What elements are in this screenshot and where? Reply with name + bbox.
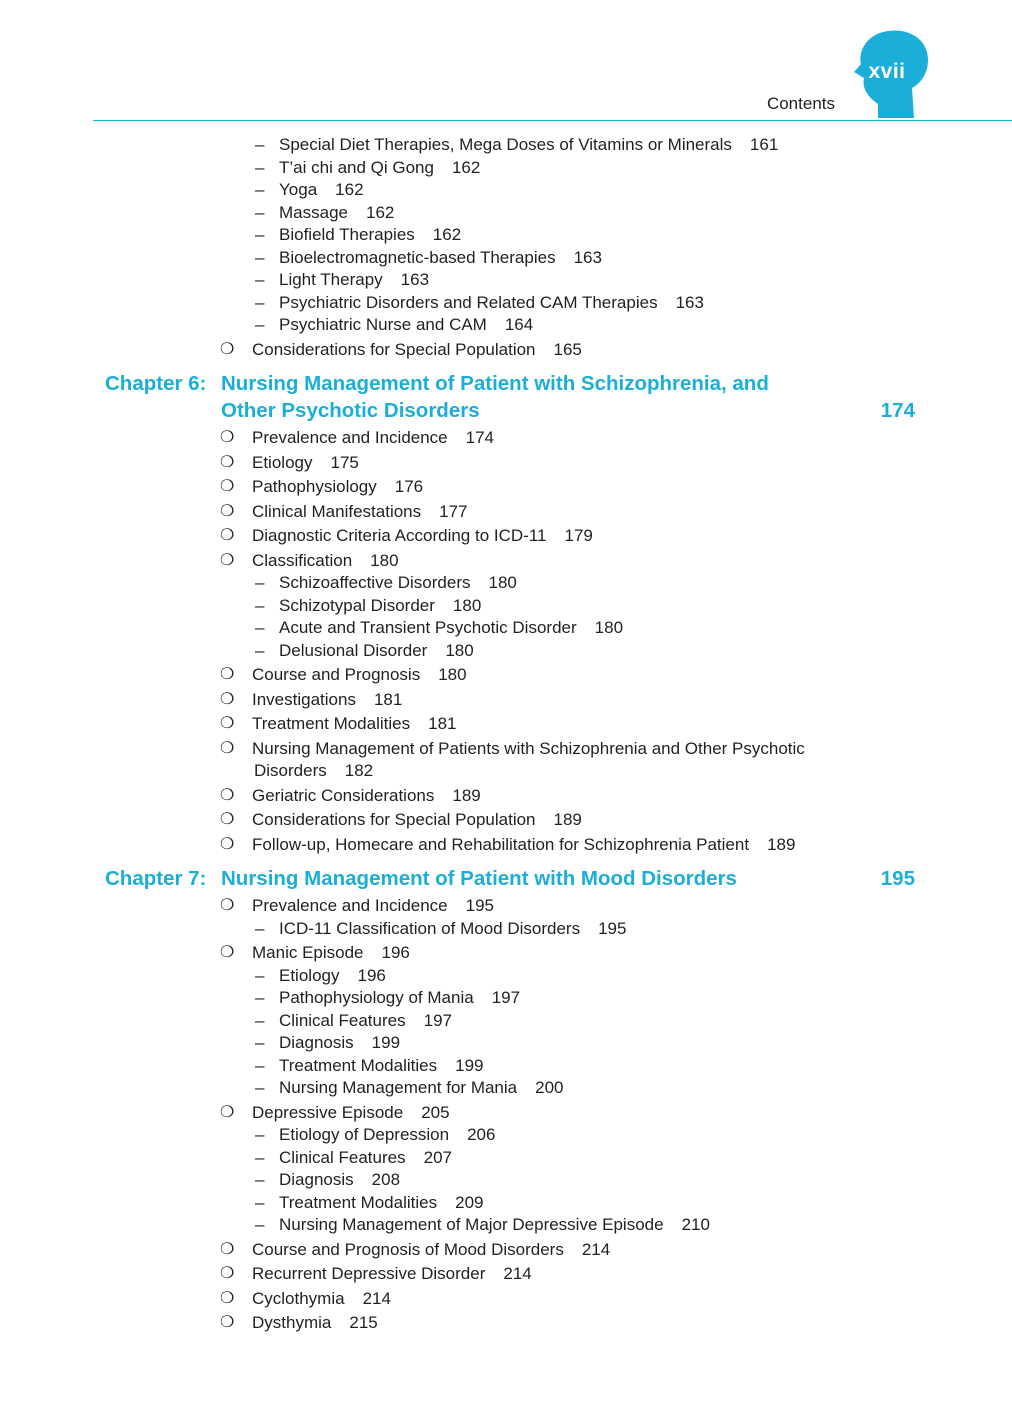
circle-bullet-icon: ❍ bbox=[220, 453, 235, 471]
chapter-number: Chapter 6: bbox=[105, 372, 207, 395]
entry-title: Investigations bbox=[252, 689, 356, 709]
entry-title: Geriatric Considerations bbox=[252, 785, 435, 805]
toc-entry[interactable] bbox=[0, 1239, 1012, 1262]
entry-title: Prevalence and Incidence bbox=[252, 896, 448, 915]
dash-bullet-icon: – bbox=[255, 225, 265, 244]
toc-entry[interactable] bbox=[0, 501, 1012, 524]
dash-bullet-icon: – bbox=[255, 180, 265, 199]
toc-entry[interactable] bbox=[0, 1263, 1012, 1286]
entry-page-number: 196 bbox=[381, 943, 410, 962]
toc-entry[interactable] bbox=[0, 1288, 1012, 1311]
toc-subentry[interactable] bbox=[0, 1214, 1012, 1237]
toc-subentry[interactable] bbox=[0, 202, 1012, 225]
header-rule bbox=[93, 120, 1012, 121]
toc-entry[interactable] bbox=[0, 476, 1012, 499]
toc-subentry[interactable] bbox=[0, 1032, 1012, 1055]
toc-subentry[interactable] bbox=[0, 1055, 1012, 1078]
running-head: Contents bbox=[766, 94, 835, 113]
toc-entry[interactable] bbox=[0, 713, 1012, 736]
toc-subentry[interactable] bbox=[0, 572, 1012, 595]
entry-title: Light Therapy bbox=[279, 270, 383, 289]
chapter-heading[interactable] bbox=[0, 370, 1012, 424]
entry-page-number: 162 bbox=[451, 157, 481, 177]
entry-page-number: 177 bbox=[439, 501, 468, 521]
entry-page-number: 180 bbox=[370, 550, 399, 570]
circle-bullet-icon: ❍ bbox=[220, 429, 235, 446]
dash-bullet-icon: – bbox=[255, 202, 265, 222]
entry-title: Diagnostic Criteria According to ICD-11 bbox=[252, 526, 547, 545]
toc-subentry[interactable] bbox=[0, 247, 1012, 270]
entry-page-number: 180 bbox=[594, 618, 624, 637]
entry-title: Diagnosis bbox=[279, 1033, 354, 1052]
entry-title: Clinical Features bbox=[279, 1010, 406, 1030]
entry-page-number: 208 bbox=[371, 1170, 401, 1189]
toc-subentry[interactable] bbox=[0, 157, 1012, 180]
entry-page-number: 180 bbox=[488, 573, 517, 592]
entry-page-number: 214 bbox=[503, 1264, 532, 1283]
toc-subentry[interactable] bbox=[0, 224, 1012, 247]
entry-page-number: 180 bbox=[445, 640, 474, 660]
entry-page-number: 215 bbox=[349, 1313, 378, 1332]
dash-bullet-icon: – bbox=[255, 1215, 265, 1234]
entry-page-number: 209 bbox=[455, 1192, 484, 1212]
toc-entry[interactable] bbox=[0, 1102, 1012, 1125]
circle-bullet-icon: ❍ bbox=[220, 666, 235, 683]
dash-bullet-icon: – bbox=[255, 640, 265, 660]
toc-subentry[interactable] bbox=[0, 1147, 1012, 1170]
circle-bullet-icon: ❍ bbox=[220, 944, 235, 961]
toc-subentry[interactable] bbox=[0, 595, 1012, 618]
dash-bullet-icon: – bbox=[255, 1055, 265, 1075]
toc-subentry[interactable] bbox=[0, 1169, 1012, 1192]
entry-page-number: 175 bbox=[330, 452, 359, 472]
entry-page-number: 165 bbox=[553, 339, 582, 359]
entry-title: Treatment Modalities bbox=[279, 1055, 438, 1075]
circle-bullet-icon: ❍ bbox=[220, 835, 235, 853]
chapter-title: Nursing Management of Patient with Mood Disorders bbox=[221, 867, 737, 890]
dash-bullet-icon: – bbox=[255, 1125, 265, 1144]
toc-subentry[interactable] bbox=[0, 1124, 1012, 1147]
entry-title: Considerations for Special Population bbox=[252, 339, 536, 359]
circle-bullet-icon: ❍ bbox=[220, 1240, 235, 1258]
dash-bullet-icon: – bbox=[255, 1147, 265, 1167]
entry-title: Nursing Management of Major Depressive Episode bbox=[279, 1215, 664, 1234]
entry-page-number: 164 bbox=[504, 315, 534, 334]
entry-title: Special Diet Therapies, Mega Doses of Vitamins or Minerals bbox=[279, 135, 732, 154]
entry-page-number: 214 bbox=[581, 1239, 611, 1259]
dash-bullet-icon: – bbox=[255, 988, 265, 1007]
entry-page-number: 182 bbox=[344, 761, 374, 780]
toc-subentry[interactable] bbox=[0, 314, 1012, 337]
toc-entry[interactable] bbox=[0, 1312, 1012, 1335]
circle-bullet-icon: ❍ bbox=[220, 715, 235, 732]
toc-subentry[interactable] bbox=[0, 987, 1012, 1010]
toc-subentry[interactable] bbox=[0, 1010, 1012, 1033]
entry-title: Course and Prognosis bbox=[252, 665, 421, 684]
entry-page-number: 197 bbox=[423, 1010, 452, 1030]
entry-page-number: 206 bbox=[467, 1125, 496, 1144]
circle-bullet-icon: ❍ bbox=[220, 340, 235, 358]
entry-title: Psychiatric Nurse and CAM bbox=[279, 315, 487, 334]
dash-bullet-icon: – bbox=[255, 1010, 265, 1030]
entry-title: Cyclothymia bbox=[252, 1288, 345, 1308]
toc-entry[interactable] bbox=[0, 760, 1012, 783]
entry-title: Treatment Modalities bbox=[279, 1192, 438, 1212]
toc-subentry[interactable] bbox=[0, 918, 1012, 941]
entry-title: Treatment Modalities bbox=[252, 714, 411, 733]
toc-entry[interactable] bbox=[0, 738, 1012, 761]
chapter-heading[interactable] bbox=[0, 865, 1012, 892]
toc-entry[interactable] bbox=[0, 942, 1012, 965]
entry-page-number: 181 bbox=[428, 714, 457, 733]
entry-title: Course and Prognosis of Mood Disorders bbox=[252, 1239, 564, 1259]
entry-title: Nursing Management of Patients with Schizophrenia and Other Psychotic bbox=[252, 738, 805, 758]
entry-title: T’ai chi and Qi Gong bbox=[279, 157, 434, 177]
entry-title: Biofield Therapies bbox=[279, 225, 415, 244]
circle-bullet-icon: ❍ bbox=[220, 1289, 235, 1307]
entry-page-number: 162 bbox=[335, 180, 364, 199]
entry-title: Diagnosis bbox=[279, 1170, 354, 1189]
circle-bullet-icon: ❍ bbox=[220, 811, 235, 828]
dash-bullet-icon: – bbox=[255, 247, 265, 267]
entry-page-number: 163 bbox=[400, 270, 430, 289]
entry-page-number: 163 bbox=[573, 247, 602, 267]
entry-page-number: 195 bbox=[598, 918, 627, 938]
entry-title: Nursing Management for Mania bbox=[279, 1078, 518, 1097]
entry-page-number: 196 bbox=[357, 965, 386, 985]
entry-page-number: 176 bbox=[394, 477, 424, 496]
dash-bullet-icon: – bbox=[255, 292, 265, 312]
entry-page-number: 195 bbox=[465, 896, 495, 915]
table-of-contents bbox=[0, 134, 1012, 1335]
toc-entry[interactable] bbox=[0, 834, 1012, 857]
toc-entry[interactable] bbox=[0, 427, 1012, 450]
entry-title: ICD-11 Classification of Mood Disorders bbox=[279, 918, 581, 938]
toc-subentry[interactable] bbox=[0, 179, 1012, 202]
entry-title: Pathophysiology bbox=[252, 477, 377, 496]
entry-title: Classification bbox=[252, 550, 353, 570]
entry-title: Pathophysiology of Mania bbox=[279, 988, 474, 1007]
entry-title: Massage bbox=[279, 202, 348, 222]
entry-page-number: 197 bbox=[491, 988, 521, 1007]
toc-entry[interactable] bbox=[0, 689, 1012, 712]
entry-page-number: 207 bbox=[423, 1147, 452, 1167]
entry-title: Clinical Features bbox=[279, 1147, 406, 1167]
entry-title: Dysthymia bbox=[252, 1313, 332, 1332]
toc-subentry[interactable] bbox=[0, 1077, 1012, 1100]
dash-bullet-icon: – bbox=[255, 1078, 265, 1097]
entry-page-number: 214 bbox=[362, 1288, 391, 1308]
dash-bullet-icon: – bbox=[255, 270, 265, 289]
circle-bullet-icon: ❍ bbox=[220, 739, 235, 757]
dash-bullet-icon: – bbox=[255, 1192, 265, 1212]
entry-title: Bioelectromagnetic-based Therapies bbox=[279, 247, 556, 267]
dash-bullet-icon: – bbox=[255, 618, 265, 637]
toc-entry[interactable] bbox=[0, 452, 1012, 475]
toc-subentry[interactable] bbox=[0, 292, 1012, 315]
toc-entry[interactable] bbox=[0, 809, 1012, 832]
toc-entry[interactable] bbox=[0, 895, 1012, 918]
circle-bullet-icon: ❍ bbox=[220, 1314, 235, 1331]
entry-title: Recurrent Depressive Disorder bbox=[252, 1264, 486, 1283]
entry-title: Schizotypal Disorder bbox=[279, 595, 435, 615]
toc-subentry[interactable] bbox=[0, 640, 1012, 663]
dash-bullet-icon: – bbox=[255, 918, 265, 938]
entry-page-number: 199 bbox=[371, 1033, 401, 1052]
entry-title: Psychiatric Disorders and Related CAM Therapies bbox=[279, 292, 658, 312]
chapter-title: Nursing Management of Patient with Schizophrenia, and Other Psychotic Disorders bbox=[221, 372, 769, 422]
entry-page-number: 189 bbox=[452, 785, 481, 805]
circle-bullet-icon: ❍ bbox=[220, 786, 235, 804]
toc-subentry[interactable] bbox=[0, 134, 1012, 157]
entry-title: Follow-up, Homecare and Rehabilitation for Schizophrenia Patient bbox=[252, 834, 750, 854]
toc-entry[interactable] bbox=[0, 339, 1012, 362]
entry-title: Yoga bbox=[279, 180, 318, 199]
entry-page-number: 199 bbox=[455, 1055, 484, 1075]
toc-entry[interactable] bbox=[0, 525, 1012, 548]
circle-bullet-icon: ❍ bbox=[220, 551, 235, 569]
toc-subentry[interactable] bbox=[0, 617, 1012, 640]
entry-title: Manic Episode bbox=[252, 943, 364, 962]
entry-page-number: 179 bbox=[564, 526, 593, 545]
entry-page-number: 200 bbox=[535, 1078, 564, 1097]
circle-bullet-icon: ❍ bbox=[220, 1103, 235, 1121]
dash-bullet-icon: – bbox=[255, 1170, 265, 1189]
dash-bullet-icon: – bbox=[255, 595, 265, 615]
entry-page-number: 189 bbox=[553, 810, 582, 829]
toc-entry[interactable] bbox=[0, 785, 1012, 808]
entry-page-number: 174 bbox=[465, 428, 495, 447]
dash-bullet-icon: – bbox=[255, 157, 265, 177]
entry-page-number: 161 bbox=[749, 135, 779, 154]
entry-title: Etiology bbox=[252, 452, 313, 472]
entry-page-number: 189 bbox=[767, 834, 796, 854]
toc-subentry[interactable] bbox=[0, 1192, 1012, 1215]
entry-page-number: 180 bbox=[438, 665, 467, 684]
entry-page-number: 162 bbox=[432, 225, 462, 244]
page-number: xvii bbox=[868, 60, 906, 83]
entry-title: Depressive Episode bbox=[252, 1102, 404, 1122]
entry-title: Disorders bbox=[254, 761, 327, 780]
entry-page-number: 205 bbox=[421, 1102, 450, 1122]
chapter-page-number: 195 bbox=[880, 867, 915, 890]
chapter-number: Chapter 7: bbox=[105, 867, 207, 890]
chapter-page-number: 174 bbox=[880, 399, 915, 422]
dash-bullet-icon: – bbox=[255, 135, 265, 154]
circle-bullet-icon: ❍ bbox=[220, 897, 235, 914]
entry-title: Clinical Manifestations bbox=[252, 501, 422, 521]
entry-title: Considerations for Special Population bbox=[252, 810, 536, 829]
dash-bullet-icon: – bbox=[255, 965, 265, 985]
entry-title: Prevalence and Incidence bbox=[252, 428, 448, 447]
entry-page-number: 181 bbox=[373, 689, 403, 709]
toc-subentry[interactable] bbox=[0, 965, 1012, 988]
circle-bullet-icon: ❍ bbox=[220, 1265, 235, 1282]
circle-bullet-icon: ❍ bbox=[220, 502, 235, 520]
entry-page-number: 162 bbox=[365, 202, 395, 222]
circle-bullet-icon: ❍ bbox=[220, 690, 235, 708]
entry-title: Delusional Disorder bbox=[279, 640, 428, 660]
entry-page-number: 180 bbox=[452, 595, 482, 615]
dash-bullet-icon: – bbox=[255, 315, 265, 334]
entry-title: Etiology bbox=[279, 965, 340, 985]
circle-bullet-icon: ❍ bbox=[220, 527, 235, 544]
entry-title: Etiology of Depression bbox=[279, 1125, 450, 1144]
toc-subentry[interactable] bbox=[0, 269, 1012, 292]
entry-page-number: 210 bbox=[681, 1215, 710, 1234]
entry-page-number: 163 bbox=[675, 292, 704, 312]
toc-entry[interactable] bbox=[0, 550, 1012, 573]
entry-title: Acute and Transient Psychotic Disorder bbox=[279, 618, 577, 637]
circle-bullet-icon: ❍ bbox=[220, 478, 235, 495]
entry-title: Schizoaffective Disorders bbox=[279, 573, 471, 592]
dash-bullet-icon: – bbox=[255, 1033, 265, 1052]
toc-entry[interactable] bbox=[0, 664, 1012, 687]
dash-bullet-icon: – bbox=[255, 573, 265, 592]
